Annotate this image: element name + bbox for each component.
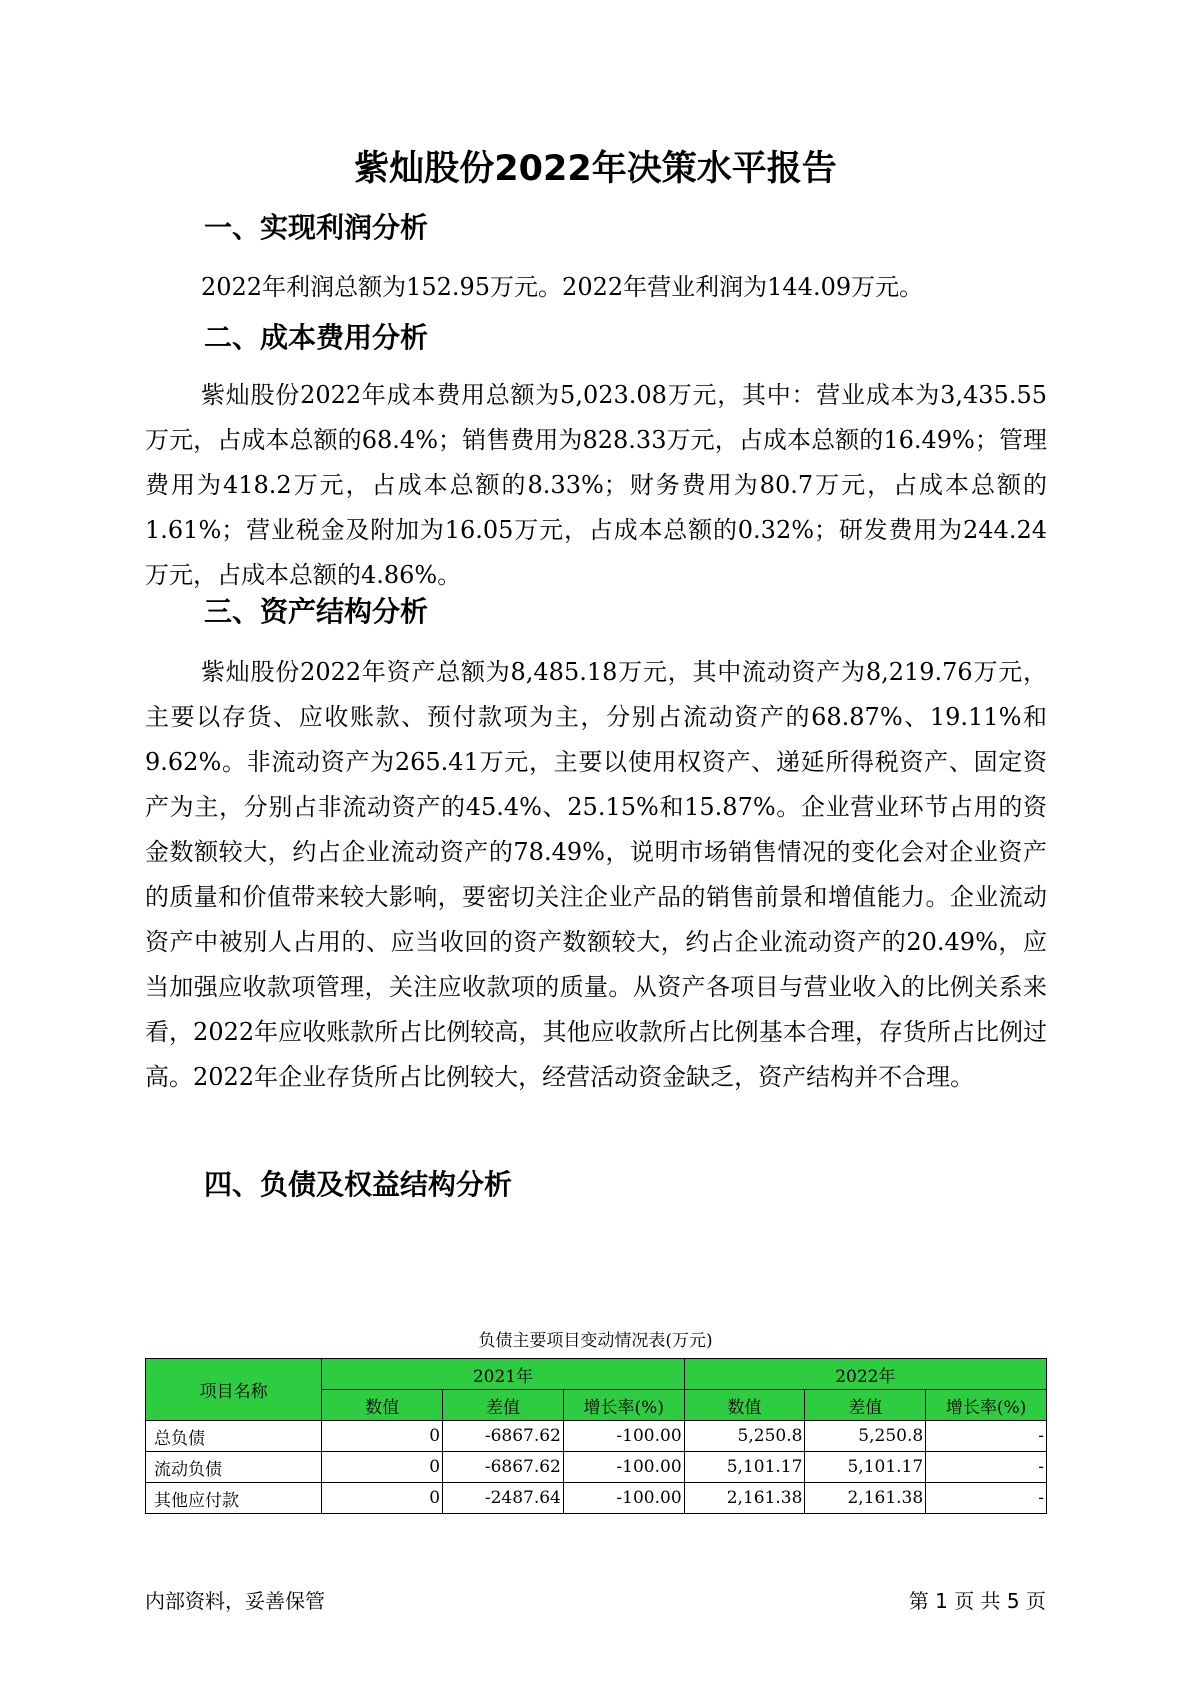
table-cell: 5,250.8 [684,1421,805,1452]
table-row [146,1483,1047,1514]
table-cell: - [926,1421,1047,1452]
section-heading-assets: 三、资产结构分析 [204,595,429,628]
table-cell: -100.00 [563,1483,684,1514]
table-cell: -6867.62 [443,1452,564,1483]
table-row [146,1421,1047,1452]
footer-confidential-note: 内部资料，妥善保管 [145,1589,325,1613]
section-heading-liabilities: 四、负债及权益结构分析 [204,1168,513,1201]
table-cell: 2,161.38 [805,1483,926,1514]
subheader-value-2022: 数值 [684,1390,805,1421]
subheader-diff-2022: 差值 [805,1390,926,1421]
table-caption: 负债主要项目变动情况表(万元) [478,1331,713,1351]
table-cell: - [926,1483,1047,1514]
subheader-growth-2021: 增长率(%) [563,1390,684,1421]
section-paragraph-profit: 2022年利润总额为152.95万元。2022年营业利润为144.09万元。 [201,273,924,301]
table-row [146,1452,1047,1483]
subheader-growth-2022: 增长率(%) [926,1390,1047,1421]
subheader-diff-2021: 差值 [443,1390,564,1421]
table-cell: 0 [322,1483,443,1514]
section-heading-profit: 一、实现利润分析 [204,211,429,244]
table-cell: 5,101.17 [805,1452,926,1483]
table-cell: -100.00 [563,1452,684,1483]
footer-page-number: 第 1 页 共 5 页 [908,1589,1046,1613]
section-paragraph-cost: 紫灿股份2022年成本费用总额为5,023.08万元，其中：营业成本为3,435.55万元，占成本总额的68.4%；销售费用为828.33万元，占成本总额的16.49%；管理费用为418.2万元，占成本总额的8.33%；财务费用为80.7万元，占成本总额的1.61%；营业税金及附加为16.05万元，占成本总额的0.32%；研发费用为244.24万元，占成本总额的4.86%。 [145,381,1047,589]
table-cell: -6867.62 [443,1421,564,1452]
table-cell: -2487.64 [443,1483,564,1514]
table-cell: 5,101.17 [684,1452,805,1483]
table-cell: -100.00 [563,1421,684,1452]
section-paragraph-assets: 紫灿股份2022年资产总额为8,485.18万元，其中流动资产为8,219.76万元，主要以存货、应收账款、预付款项为主，分别占流动资产的68.87%、19.11%和9.62%。非流动资产为265.41万元，主要以使用权资产、递延所得税资产、固定资产为主，分别占非流动资产的45.4%、25.15%和15.87%。企业营业环节占用的资金数额较大，约占企业流动资产的78.49%，说明市场销售情况的变化会对企业资产的质量和价值带来较大影响，要密切关注企业产品的销售前景和增值能力。企业流动资产中被别人占用的、应当收回的资产数额较大，约占企业流动资产的20.49%，应当加强应收款项管理，关注应收款项的质量。从资产各项目与营业收入的比例关系来看，2022年应收账款所占比例较高，其他应收款所占比例基本合理，存货所占比例过高。2022年企业存货所占比例较大，经营活动资金缺乏，资产结构并不合理。 [145,658,1047,1091]
table-cell: 0 [322,1452,443,1483]
table-cell: 2,161.38 [684,1483,805,1514]
section-heading-cost: 二、成本费用分析 [204,321,429,354]
row-name: 总负债 [146,1421,322,1452]
liabilities-table [145,1358,1047,1514]
document-title: 紫灿股份2022年决策水平报告 [354,149,837,189]
table-cell: - [926,1452,1047,1483]
table-cell: 5,250.8 [805,1421,926,1452]
header-year-2022: 2022年 [684,1359,1046,1390]
row-name: 其他应付款 [146,1483,322,1514]
header-item-name: 项目名称 [146,1359,322,1421]
subheader-value-2021: 数值 [322,1390,443,1421]
row-name: 流动负债 [146,1452,322,1483]
header-year-2021: 2021年 [322,1359,684,1390]
table-cell: 0 [322,1421,443,1452]
